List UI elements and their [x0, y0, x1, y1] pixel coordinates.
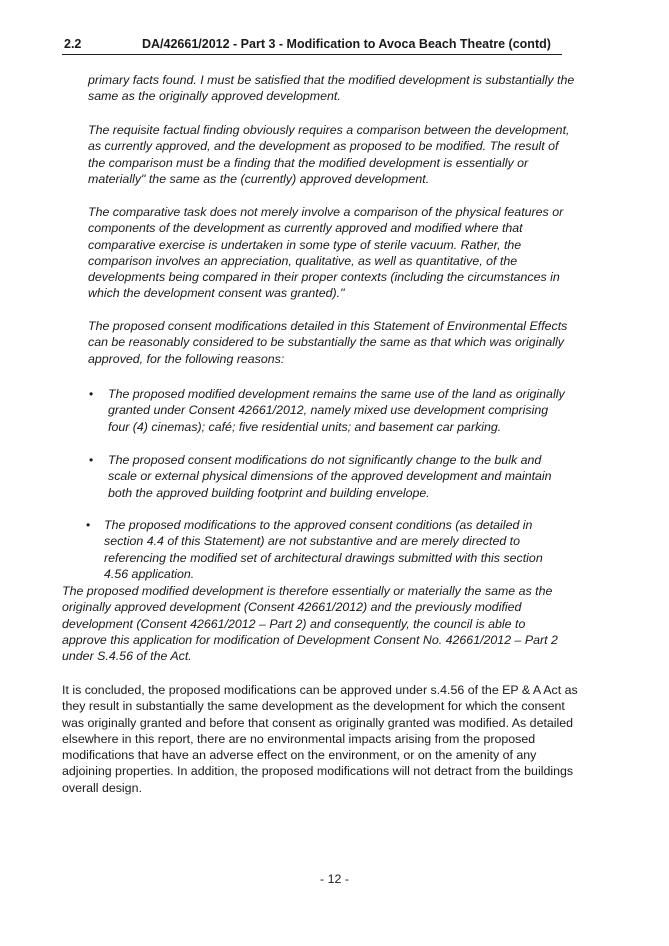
page-header — [62, 34, 562, 55]
conclusion-paragraph: It is concluded, the proposed modifications can be approved under s.4.56 of the EP & A Act as they result in substantially the same development as the development for which the consent was originally granted and before that consent as originally granted was modified. As detailed elsewhere in this report, there are no environmental impacts arising from the proposed modifications that have an adverse effect on the environment, or on the amenity of any adjoining properties. In addition, the proposed modifications will not detract from the buildings overall design. — [62, 683, 578, 795]
reason-item-1: The proposed modified development remains the same use of the land as originally granted under Consent 42661/2012, namely mixed use development comprising four (4) cinemas); café; five residential units; and basement car parking. — [108, 387, 565, 434]
quote-paragraph-3: The comparative task does not merely involve a comparison of the physical features or components of the development as currently approved and modified where that comparative exercise is undertaken in some type of sterile vacuum. Rather, the comparison involves an appreciation, qualitative, as well as quantitative, of the developments being compared in their proper contexts (including the circumstances in which the development consent was granted)." — [88, 205, 564, 301]
conclusion-italic-paragraph: The proposed modified development is therefore essentially or materially the same as the originally approved development (Consent 42661/2012) and the previously modified development (Consent 42661/2012 – Part 2) and consequently, the council is able to approve this application for modification of Development Consent No. 42661/2012 – Part 2 under S.4.56 of the Act. — [62, 584, 558, 664]
page-number: - 12 - — [320, 872, 349, 886]
bullet-marker: • — [89, 387, 94, 401]
quote-paragraph-2: The requisite factual finding obviously requires a comparison between the development, as currently approved, and the development as proposed to be modified. The result of the comparison must be a finding that the modified development is essentially or materially" the same as the (currently) approved development. — [88, 123, 570, 186]
section-number: 2.2 — [64, 37, 82, 51]
reason-item-3: The proposed modifications to the approved consent conditions (as detailed in section 4.4 of this Statement) are not substantive and are merely directed to referencing the modified set of architectural drawings submitted with this section 4.56 application. — [104, 518, 543, 581]
header-title: DA/42661/2012 - Part 3 - Modification to Avoca Beach Theatre (contd) — [142, 37, 551, 51]
quote-paragraph-1: primary facts found. I must be satisfied that the modified development is substantially the same as the originally approved development. — [88, 73, 575, 104]
reasons-intro: The proposed consent modifications detailed in this Statement of Environmental Effects can be reasonably considered to be substantially the same as that which was originally approved, for the following reasons: — [88, 319, 568, 366]
reason-item-2: The proposed consent modifications do not significantly change to the bulk and scale or external physical dimensions of the approved development and maintain both the approved building footprint and building envelope. — [108, 453, 552, 500]
bullet-marker: • — [86, 518, 91, 532]
bullet-marker: • — [89, 453, 94, 467]
